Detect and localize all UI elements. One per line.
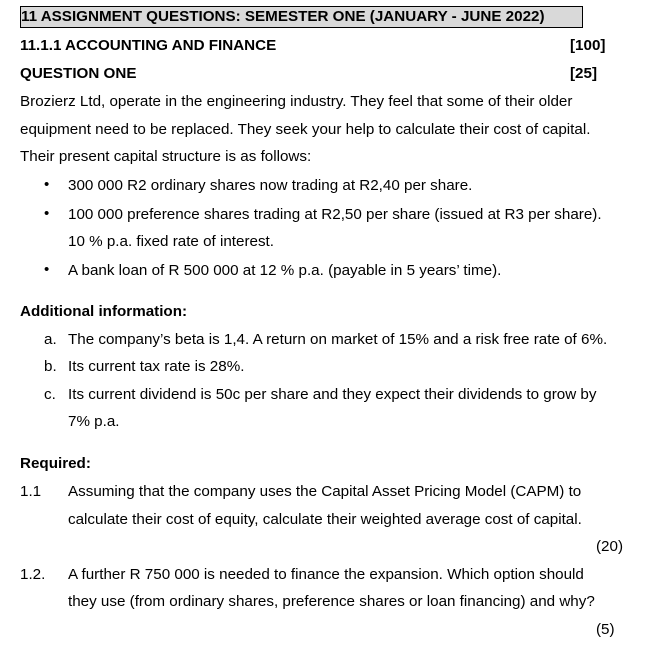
- capital-item-text: 300 000 R2 ordinary shares now trading at R2,40 per share.: [68, 177, 473, 194]
- question-row: [20, 65, 610, 82]
- intro-line: Their present capital structure is as follows:: [20, 148, 312, 165]
- question-number: 1.2.: [20, 566, 46, 583]
- capital-item-text: 10 % p.a. fixed rate of interest.: [68, 233, 274, 250]
- additional-info-heading: Additional information:: [20, 303, 188, 320]
- subject-marks: [100]: [570, 37, 606, 54]
- capital-item-text: A bank loan of R 500 000 at 12 % p.a. (payable in 5 years’ time).: [68, 262, 502, 279]
- subject-title: 11.1.1 ACCOUNTING AND FINANCE: [20, 37, 277, 54]
- capital-item-text: 100 000 preference shares trading at R2,50 per share (issued at R3 per share).: [68, 206, 602, 223]
- question-marks: [25]: [570, 65, 598, 82]
- required-item-text: A further R 750 000 is needed to finance the expansion. Which option should: [68, 566, 584, 583]
- list-marker: a.: [44, 331, 57, 348]
- list-marker: c.: [44, 386, 56, 403]
- required-item-text: calculate their cost of equity, calculate their weighted average cost of capital.: [68, 511, 582, 528]
- bullet-icon: •: [44, 176, 50, 193]
- question-number: 1.1: [20, 483, 42, 500]
- subject-row: [20, 37, 610, 54]
- bullet-icon: •: [44, 205, 50, 222]
- intro-line: equipment need to be replaced. They seek your help to calculate their cost of capital.: [20, 121, 591, 138]
- intro-line: Brozierz Ltd, operate in the engineering industry. They feel that some of their older: [20, 93, 573, 110]
- question-title: QUESTION ONE: [20, 65, 137, 82]
- required-heading: Required:: [20, 455, 91, 472]
- additional-item-text: The company’s beta is 1,4. A return on market of 15% and a risk free rate of 6%.: [68, 331, 608, 348]
- question-marks: (5): [596, 621, 615, 638]
- section-heading: 11 ASSIGNMENT QUESTIONS: SEMESTER ONE (JANUARY - JUNE 2022): [21, 8, 545, 25]
- list-marker: b.: [44, 358, 57, 375]
- additional-item-text: Its current tax rate is 28%.: [68, 358, 245, 375]
- required-item-text: they use (from ordinary shares, preference shares or loan financing) and why?: [68, 593, 595, 610]
- question-marks: (20): [596, 538, 624, 555]
- bullet-icon: •: [44, 261, 50, 278]
- additional-item-text: 7% p.a.: [68, 413, 120, 430]
- required-item-text: Assuming that the company uses the Capital Asset Pricing Model (CAPM) to: [68, 483, 582, 500]
- additional-item-text: Its current dividend is 50c per share and they expect their dividends to grow by: [68, 386, 597, 403]
